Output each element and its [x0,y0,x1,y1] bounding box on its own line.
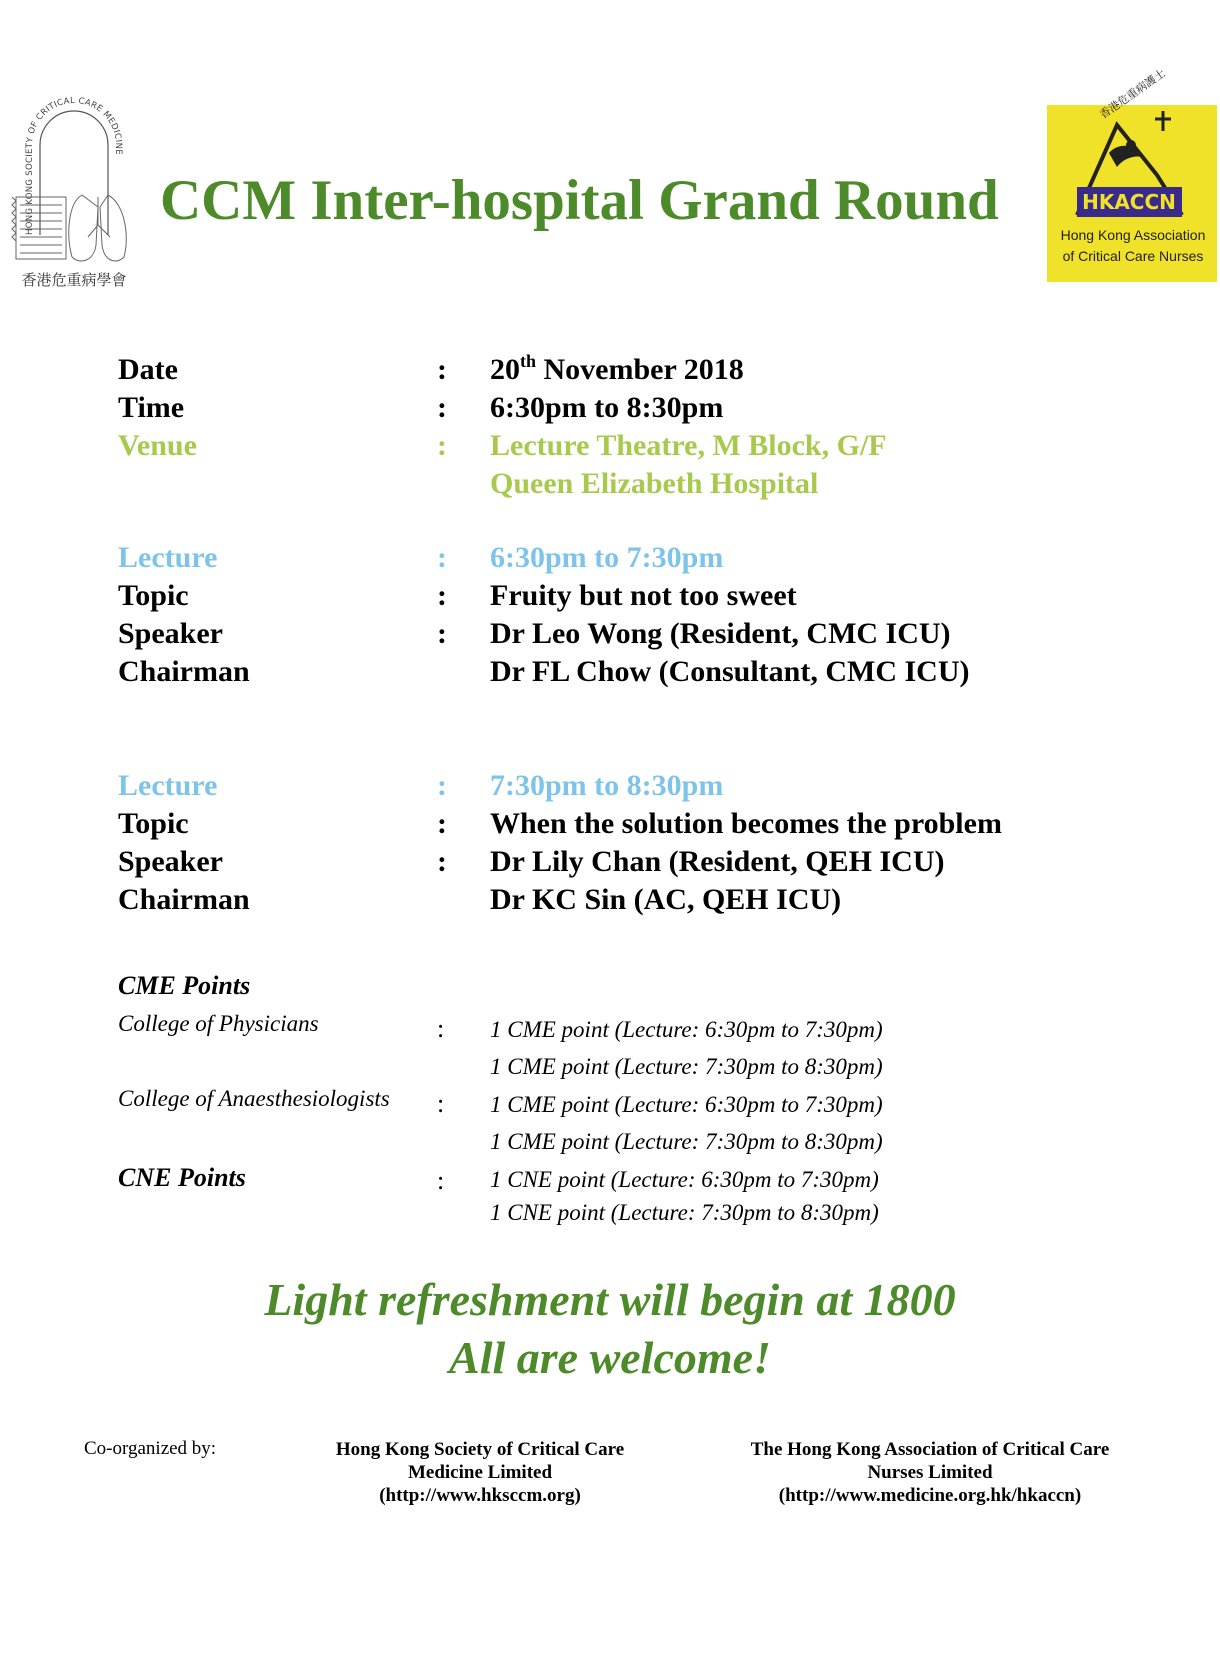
refreshment-message: Light refreshment will begin at 1800 [264,1274,956,1325]
lecture2-speaker-label: Speaker [118,845,223,878]
lecture2-topic-label: Topic [118,807,189,840]
date-suffix: th [520,351,537,371]
lecture1-topic-colon: : [437,579,447,612]
lecture1-chairman: Dr FL Chow (Consultant, CMC ICU) [490,655,970,688]
logo-right-badge: HKACCN [1082,190,1176,214]
org1-line1: Hong Kong Society of Critical Care [335,1439,625,1460]
page-title: CCM Inter-hospital Grand Round [160,169,999,232]
cne-point2: 1 CNE point (Lecture: 7:30pm to 8:30pm) [490,1200,879,1225]
lecture1-speaker-label: Speaker [118,617,223,650]
cme-heading: CME Points [118,971,251,1000]
lecture2-time: 7:30pm to 8:30pm [490,769,724,802]
physicians-point1: 1 CME point (Lecture: 6:30pm to 7:30pm) [490,1017,883,1042]
anaes-label: College of Anaesthesiologists [118,1086,390,1111]
anaes-point1: 1 CME point (Lecture: 6:30pm to 7:30pm) [490,1092,883,1117]
lecture1-topic: Fruity but not too sweet [490,579,797,612]
logo-right-chinese: 香港危重病護士 [1097,66,1168,122]
org1-line2: Medicine Limited [407,1462,553,1483]
venue-label: Venue [118,429,197,462]
lecture1-chairman-label: Chairman [118,655,250,688]
lecture2-speaker-colon: : [437,845,447,878]
lecture2-colon: : [437,769,447,802]
time-colon: : [437,391,447,424]
lecture1-time: 6:30pm to 7:30pm [490,541,724,574]
org2-url[interactable]: (http://www.medicine.org.hk/hkaccn) [778,1485,1082,1506]
lecture1-colon: : [437,541,447,574]
time-value: 6:30pm to 8:30pm [490,391,724,424]
cne-heading: CNE Points [118,1163,246,1192]
lecture2-speaker: Dr Lily Chan (Resident, QEH ICU) [490,845,945,878]
physicians-label: College of Physicians [118,1011,319,1036]
logo-right-caption1: Hong Kong Association [1060,227,1206,243]
org2-line1: The Hong Kong Association of Critical Care [750,1439,1110,1460]
date-label: Date [118,353,178,386]
time-label: Time [118,391,185,424]
lecture1-topic-label: Topic [118,579,189,612]
anaes-point2: 1 CME point (Lecture: 7:30pm to 8:30pm) [490,1129,883,1154]
co-organized-label: Co-organized by: [84,1438,217,1459]
lecture2-topic-colon: : [437,807,447,840]
org2-block [700,1438,1160,1507]
hkaccn-logo [1047,66,1217,282]
lecture2-topic: When the solution becomes the problem [490,807,1002,840]
date-day: 20 [490,353,520,386]
physicians-colon: : [437,1014,445,1043]
hkaccn-logo-graphic [1047,66,1217,282]
logo-ring-text: HONG KONG SOCIETY OF CRITICAL CARE MEDICINE [25,95,123,235]
physicians-point2: 1 CME point (Lecture: 7:30pm to 8:30pm) [490,1054,883,1079]
logo-right-caption2: of Critical Care Nurses [1062,248,1204,264]
logo-left-chinese: 香港危重病學會 [21,271,127,289]
lecture2-chairman-label: Chairman [118,883,250,916]
hksccm-logo [10,85,138,289]
lecture2-chairman: Dr KC Sin (AC, QEH ICU) [490,883,842,916]
venue-line1: Lecture Theatre, M Block, G/F [490,429,887,462]
date-colon: : [437,353,447,386]
welcome-message: All are welcome! [449,1332,771,1383]
date-rest: November 2018 [536,353,744,386]
org2-line2: Nurses Limited [867,1462,993,1483]
lecture1-speaker: Dr Leo Wong (Resident, CMC ICU) [490,617,951,650]
hksccm-logo-graphic [10,85,138,289]
org1-block [300,1438,660,1507]
cne-point1: 1 CNE point (Lecture: 6:30pm to 7:30pm) [490,1167,879,1192]
venue-line2: Queen Elizabeth Hospital [490,467,819,500]
cne-colon: : [437,1166,445,1195]
org1-url[interactable]: (http://www.hksccm.org) [379,1485,581,1506]
lecture1-label: Lecture [118,541,218,574]
lecture2-label: Lecture [118,769,218,802]
venue-colon: : [437,429,447,462]
lecture1-speaker-colon: : [437,617,447,650]
date-value [490,353,744,387]
anaes-colon: : [437,1089,445,1118]
